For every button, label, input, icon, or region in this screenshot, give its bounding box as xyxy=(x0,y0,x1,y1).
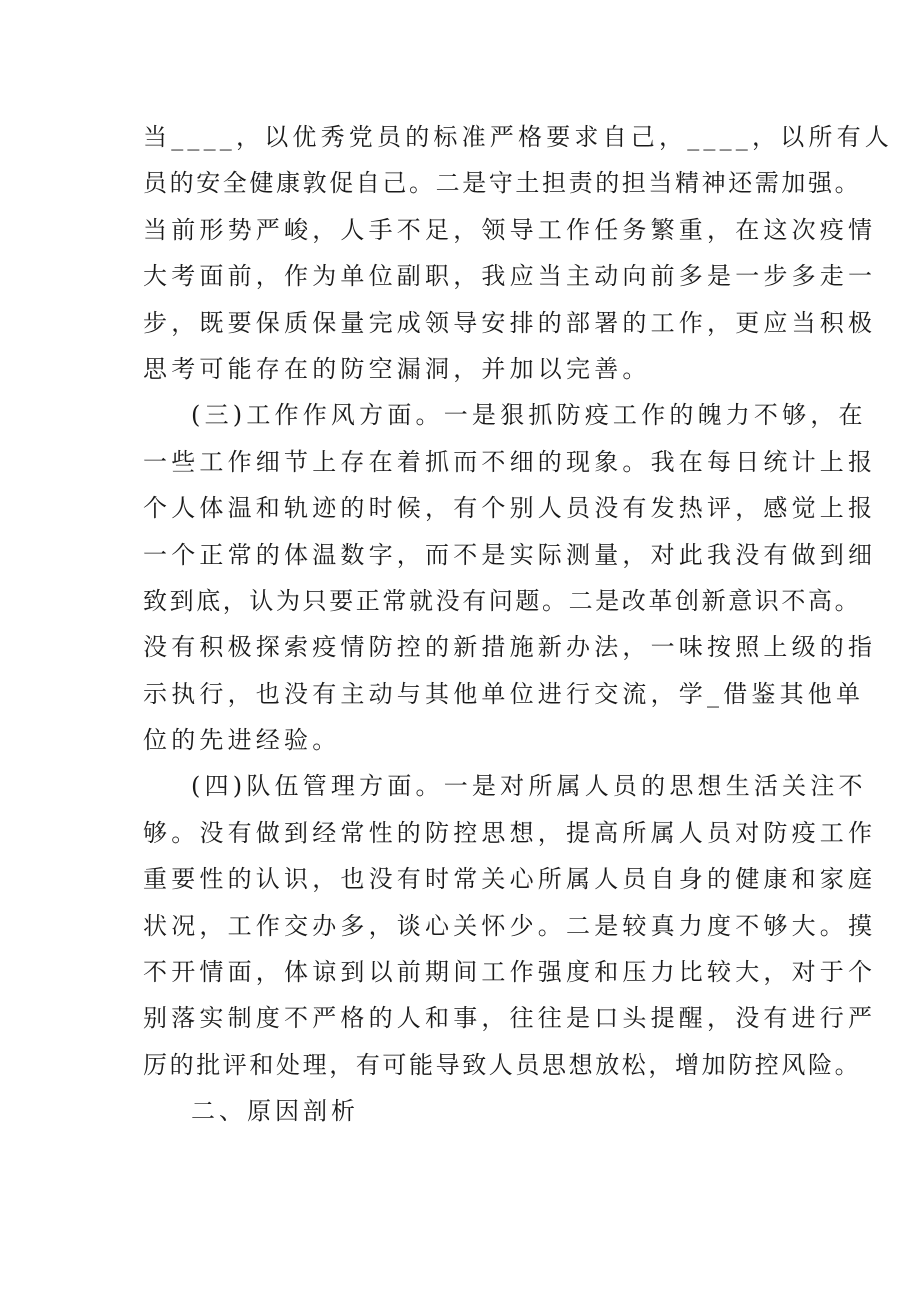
text-line: 致到底，认为只要正常就没有问题。二是改革创新意识不高。 xyxy=(143,586,862,615)
text-line: 思考可能存在的防空漏洞，并加以完善。 xyxy=(143,354,651,383)
text-line: 别落实制度不严格的人和事，往往是口头提醒，没有进行严 xyxy=(143,1004,877,1033)
paragraph-start-line: (四)队伍管理方面。一是对所属人员的思想生活关注不 xyxy=(191,772,867,801)
text-line: 示执行，也没有主动与其他单位进行交流，学_借鉴其他单 xyxy=(143,679,865,708)
text-line: 当前形势严峻，人手不足，领导工作任务繁重，在这次疫情 xyxy=(143,215,877,244)
section-heading: 二、原因剖析 xyxy=(191,1097,359,1126)
text-line: 重要性的认识，也没有时常关心所属人员自身的健康和家庭 xyxy=(143,865,877,894)
text-line: 当____，以优秀党员的标准严格要求自己，____，以所有人 xyxy=(143,123,893,151)
text-line: 没有积极探索疫情防控的新措施新办法，一味按照上级的指 xyxy=(143,633,877,662)
text-line: 位的先进经验。 xyxy=(143,726,341,755)
text-line: 不开情面，体谅到以前期间工作强度和压力比较大，对于个 xyxy=(143,958,877,987)
text-line: 一些工作细节上存在着抓而不细的现象。我在每日统计上报 xyxy=(143,447,877,476)
text-line: 员的安全健康敦促自己。二是守土担责的担当精神还需加强。 xyxy=(143,169,862,198)
text-line: 够。没有做到经常性的防控思想，提高所属人员对防疫工作 xyxy=(143,818,877,847)
text-line: 大考面前，作为单位副职，我应当主动向前多是一步多走一 xyxy=(143,262,877,291)
text-line: 步，既要保质保量完成领导安排的部署的工作，更应当积极 xyxy=(143,308,877,337)
text-line: 个人体温和轨迹的时候，有个别人员没有发热评，感觉上报 xyxy=(143,494,877,523)
text-line: 厉的批评和处理，有可能导致人员思想放松，增加防控风险。 xyxy=(143,1050,862,1079)
paragraph-start-line: (三)工作作风方面。一是狠抓防疫工作的魄力不够，在 xyxy=(191,401,867,430)
text-line: 状况，工作交办多，谈心关怀少。二是较真力度不够大。摸 xyxy=(143,911,877,940)
document-body xyxy=(143,114,893,1135)
text-line: 一个正常的体温数字，而不是实际测量，对此我没有做到细 xyxy=(143,540,877,569)
